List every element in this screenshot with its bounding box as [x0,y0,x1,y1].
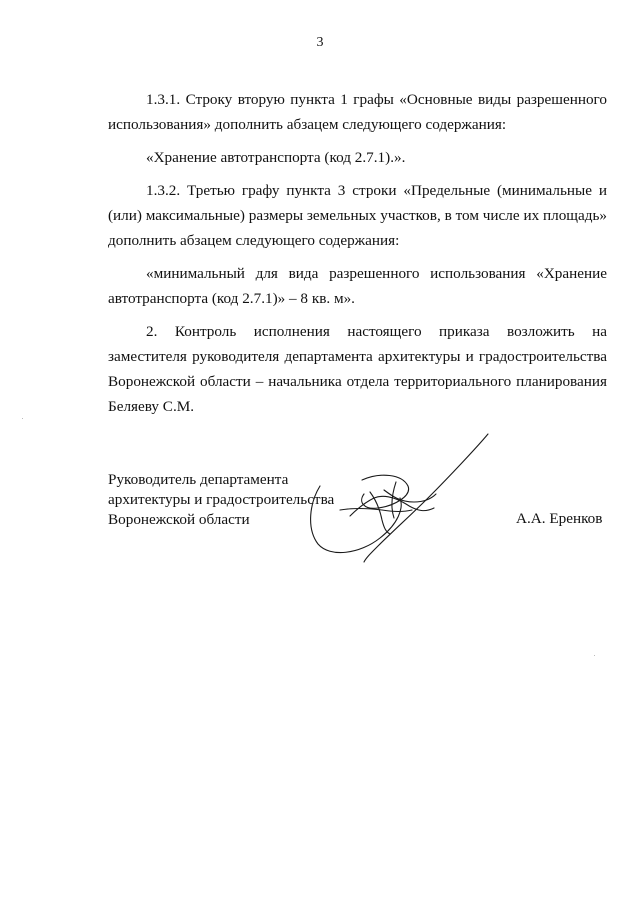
signatory-title-line: архитектуры и градостроительства [108,491,335,508]
page-number: 3 [316,35,324,50]
document-body [108,87,607,419]
paragraph-2-control: 2. Контроль исполнения настоящего приказа возложить на заместителя руководителя департамента архитектуры и градостроительства Воронежской области – начальника отдела территориального планирования Беляеву С.М. [108,323,607,415]
scan-speck [22,418,23,419]
paragraph-storage-code: «Хранение автотранспорта (код 2.7.1).». [146,149,406,166]
paragraph-minimum-size: «минимальный для вида разрешенного использования «Хранение автотранспорта (код 2.7.1)» – 8 кв. м». [108,265,607,307]
signer-name: А.А. Еренков [516,510,603,527]
paragraph-1-3-1: 1.3.1. Строку вторую пункта 1 графы «Основные виды разрешенного использования» дополнить абзацем следующего содержания: [108,91,607,133]
handwritten-signature [300,428,500,568]
paragraph-1-3-2: 1.3.2. Третью графу пункта 3 строки «Предельные (минимальные и (или) максимальные) размеры земельных участков, в том числе их площадь» дополнить абзацем следующего содержания: [108,182,607,249]
signatory-title-line: Руководитель департамента [108,471,289,488]
scan-speck [594,655,595,656]
signatory-title-line: Воронежской области [108,511,250,528]
